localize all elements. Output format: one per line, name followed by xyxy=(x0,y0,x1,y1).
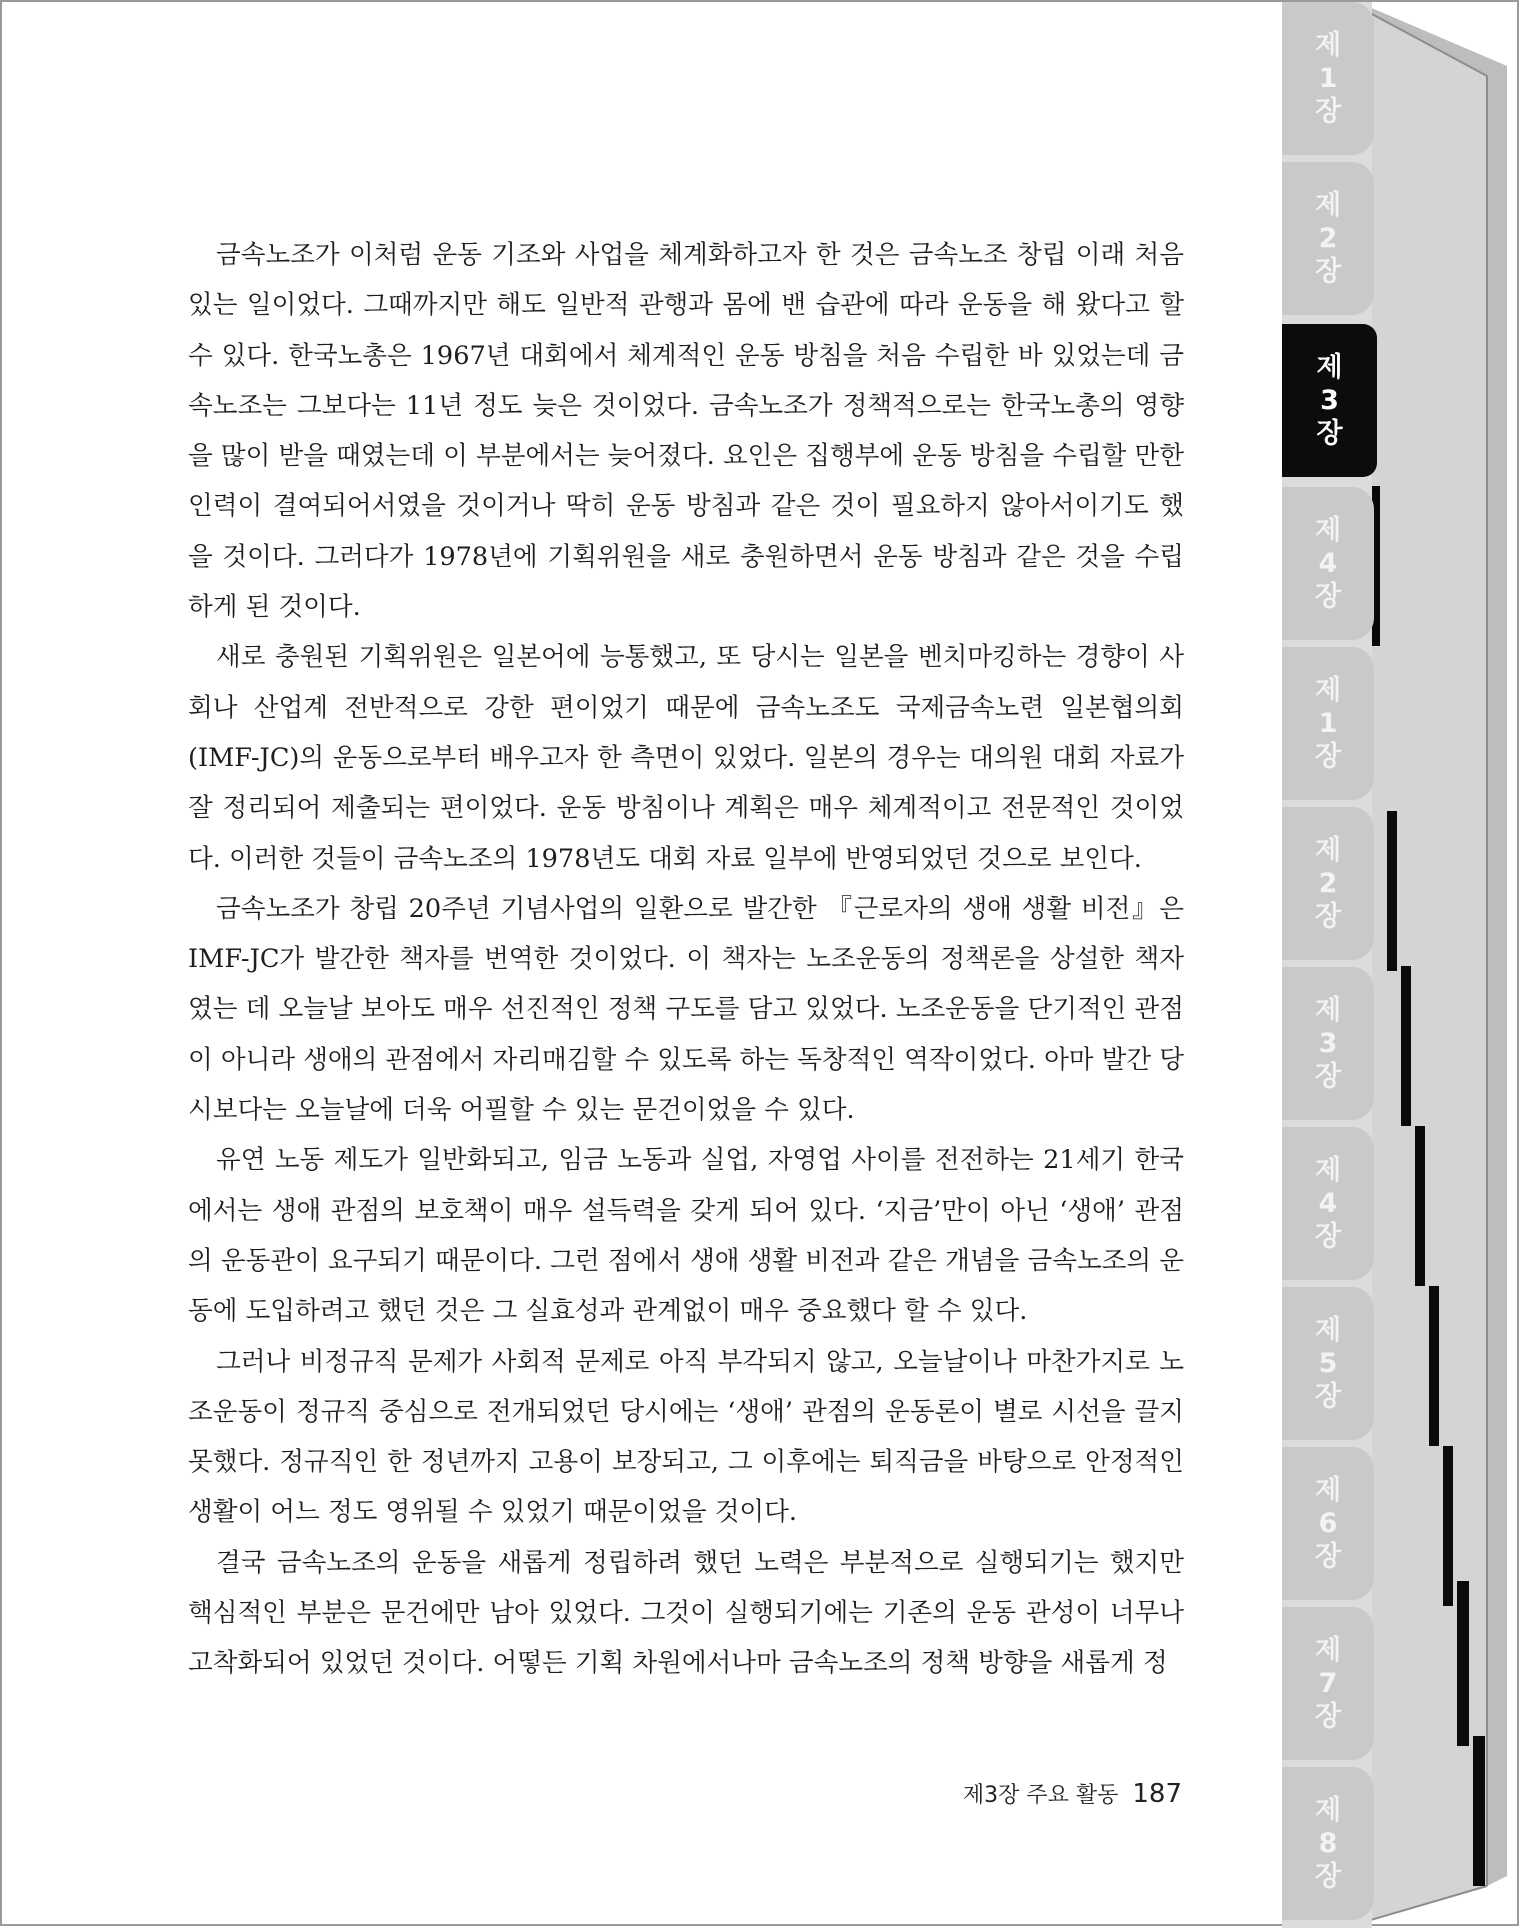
tab-label-char: 4 xyxy=(1318,548,1338,579)
paragraph: 새로 충원된 기획위원은 일본어에 능통했고, 또 당시는 일본을 벤치마킹하는 경향이 사회나 산업계 전반적으로 강한 편이었기 때문에 금속노조도 국제금속노련 일본협의회(IMF-JC)의 운동으로부터 배우고자 한 측면이 있었다. 일본의 경우는 대의원 대회 자료가 잘 정리되어 제출되는 편이었다. 운동 방침이나 계획은 매우 체계적이고 전문적인 것이었다. 이러한 것들이 금속노조의 1978년도 대회 자료 일부에 반영되었던 것으로 보인다. xyxy=(188,642,1184,874)
tab-label-char: 장 xyxy=(1316,418,1343,449)
tab-label-char: 장 xyxy=(1314,1381,1342,1412)
tab-label-char: 제 xyxy=(1314,30,1342,61)
tab-label-char: 제 xyxy=(1314,675,1342,706)
tab-label-char: 제 xyxy=(1314,1475,1342,1506)
tab-label-char: 제 xyxy=(1314,835,1342,866)
tab-label-char: 1 xyxy=(1318,63,1338,94)
paragraph: 금속노조가 이처럼 운동 기조와 사업을 체계화하고자 한 것은 금속노조 창립 이래 처음 있는 일이었다. 그때까지만 해도 일반적 관행과 몸에 밴 습관에 따라 운동을 해 왔다고 할 수 있다. 한국노총은 1967년 대회에서 체계적인 운동 방침을 처음 수립한 바 있었는데 금속노조는 그보다는 11년 정도 늦은 것이었다. 금속노조가 정책적으로는 한국노총의 영향을 많이 받을 때였는데 이 부분에서는 늦어졌다. 요인은 집행부에 운동 방침을 수립할 만한 인력이 결여되어서였을 것이거나 딱히 운동 방침과 같은 것이 필요하지 않아서이기도 했을 것이다. 그러다가 1978년에 기획위원을 새로 충원하면서 운동 방침과 같은 것을 수립하게 된 것이다. xyxy=(188,240,1184,623)
tab-chapter-2[interactable] xyxy=(1282,162,1374,315)
tab-label-char: 장 xyxy=(1314,256,1342,287)
paragraph: 그러나 비정규직 문제가 사회적 문제로 아직 부각되지 않고, 오늘날이나 마찬가지로 노조운동이 정규직 중심으로 전개되었던 당시에는 ‘생애’ 관점의 운동론이 별로 시선을 끌지 못했다. 정규직인 한 정년까지 고용이 보장되고, 그 이후에는 퇴직금을 바탕으로 안정적인 생활이 어느 정도 영위될 수 있었기 때문이었을 것이다. xyxy=(188,1346,1184,1528)
tab-chapter-3b[interactable] xyxy=(1282,967,1374,1120)
tab-label-char: 장 xyxy=(1314,901,1342,932)
tab-label-char: 제 xyxy=(1316,352,1343,383)
tab-chapter-3-active[interactable] xyxy=(1282,324,1377,477)
tab-label-char: 장 xyxy=(1314,741,1342,772)
tab-label-char: 제 xyxy=(1314,1795,1342,1826)
tab-label-char: 장 xyxy=(1314,1541,1342,1572)
tab-label-char: 장 xyxy=(1314,581,1342,612)
tab-label-char: 장 xyxy=(1314,1861,1342,1892)
tab-chapter-4[interactable] xyxy=(1282,487,1374,640)
tab-chapter-1[interactable] xyxy=(1282,2,1374,155)
tab-chapter-2b[interactable] xyxy=(1282,807,1374,960)
tab-label-char: 장 xyxy=(1314,96,1342,127)
tab-chapter-7[interactable] xyxy=(1282,1607,1374,1760)
page-number: 187 xyxy=(1132,1779,1182,1809)
tab-label-char: 2 xyxy=(1318,223,1338,254)
tab-label-char: 장 xyxy=(1314,1061,1342,1092)
tab-label-char: 1 xyxy=(1318,708,1338,739)
tab-chapter-5[interactable] xyxy=(1282,1287,1374,1440)
tab-label-char: 제 xyxy=(1314,1155,1342,1186)
paragraph: 결국 금속노조의 운동을 새롭게 정립하려 했던 노력은 부분적으로 실행되기는 했지만 핵심적인 부분은 문건에만 남아 있었다. 그것이 실행되기에는 기존의 운동 관성이 너무나 고착화되어 있었던 것이다. 어떻든 기획 차원에서나마 금속노조의 정책 방향을 새롭게 정 xyxy=(188,1547,1184,1679)
tab-chapter-1b[interactable] xyxy=(1282,647,1374,800)
body-text xyxy=(188,230,1184,1689)
tab-label-char: 4 xyxy=(1318,1188,1338,1219)
running-chapter-title: 제3장 주요 활동 xyxy=(962,1783,1119,1808)
tab-label-char: 7 xyxy=(1318,1668,1338,1699)
tab-label-char: 제 xyxy=(1314,995,1342,1026)
tab-label-char: 장 xyxy=(1314,1701,1342,1732)
tab-label-char: 제 xyxy=(1314,515,1342,546)
tab-label-char: 제 xyxy=(1314,1315,1342,1346)
tab-label-char: 6 xyxy=(1318,1508,1338,1539)
tab-label-char: 2 xyxy=(1318,868,1338,899)
tab-label-char: 8 xyxy=(1318,1828,1338,1859)
tab-label-char: 3 xyxy=(1318,1028,1338,1059)
tab-chapter-6[interactable] xyxy=(1282,1447,1374,1600)
tab-label-char: 3 xyxy=(1320,385,1339,416)
paragraph: 금속노조가 창립 20주년 기념사업의 일환으로 발간한 『근로자의 생애 생활 비전』은 IMF-JC가 발간한 책자를 번역한 것이었다. 이 책자는 노조운동의 정책론을 상설한 책자였는 데 오늘날 보아도 매우 선진적인 정책 구도를 담고 있었다. 노조운동을 단기적인 관점이 아니라 생애의 관점에서 자리매김할 수 있도록 하는 독창적인 역작이었다. 아마 발간 당시보다는 오늘날에 더욱 어필할 수 있는 문건이었을 수 있다. xyxy=(188,893,1184,1126)
paragraph: 유연 노동 제도가 일반화되고, 임금 노동과 실업, 자영업 사이를 전전하는 21세기 한국에서는 생애 관점의 보호책이 매우 설득력을 갖게 되어 있다. ‘지금’만이 아닌 ‘생애’ 관점의 운동관이 요구되기 때문이다. 그런 점에서 생애 생활 비전과 같은 개념을 금속노조의 운동에 도입하려고 했던 것은 그 실효성과 관계없이 매우 중요했다 할 수 있다. xyxy=(188,1145,1184,1327)
book-page-edges xyxy=(1357,6,1519,1924)
tab-label-char: 5 xyxy=(1318,1348,1338,1379)
tab-label-char: 제 xyxy=(1314,190,1342,221)
tab-label-char: 제 xyxy=(1314,1635,1342,1666)
page-footer xyxy=(932,1778,1182,1809)
tab-chapter-8[interactable] xyxy=(1282,1767,1374,1920)
tab-label-char: 장 xyxy=(1314,1221,1342,1252)
tab-chapter-4b[interactable] xyxy=(1282,1127,1374,1280)
